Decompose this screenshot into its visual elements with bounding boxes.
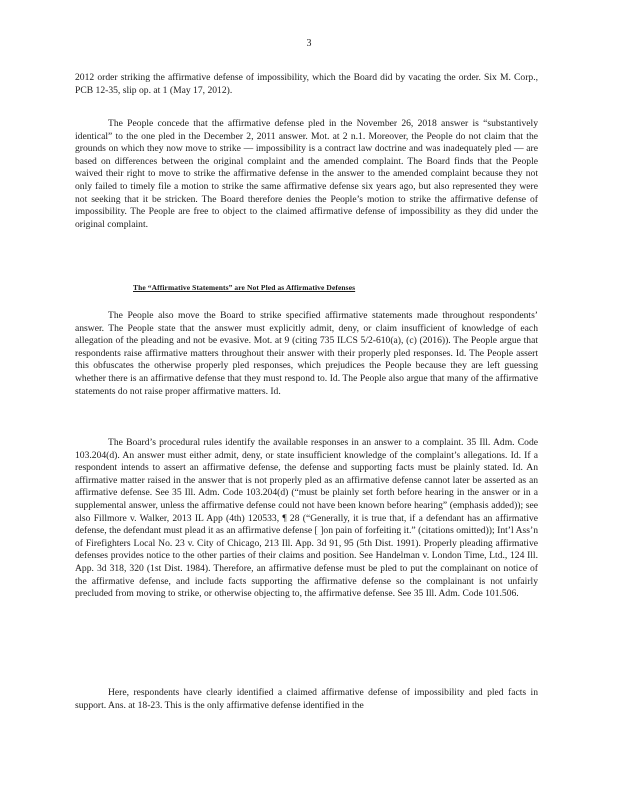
paragraph-procedural-rules: The Board’s procedural rules identify the available responses in an answer to a complaint. 35 Ill. Adm. Code 103.204(d). An answer must either admit, deny, or state insufficient knowledge of the complaint’s allegations. Id. If a respondent intends to assert an affirmative defense, the defense and supporting facts must be plainly stated. Id. An affirmative matter raised in the answer that is not properly pled as an affirmative defense cannot later be asserted as an affirmative defense. See 35 Ill. Adm. Code 103.204(d) (“must be plainly set forth before hearing in the answer or in a supplemental answer, unless the affirmative defense could not have been known before hearing” (emphasis added)); see also Fillmore v. Walker, 2013 IL App (4th) 120533, ¶ 28 (“Generally, it is true that, if a defendant has an affirmative defense, the defendant must plead it as an affirmative defense [ ]on pain of forfeiting it.” (citations omitted)); Int’l Ass’n of Firefighters Local No. 23 v. City of Chicago, 213 Ill. App. 3d 91, 95 (5th Dist. 1991). Properly pleading affirmative defenses provides notice to the other parties of their claims and position. See Handelman v. London Time, Ltd., 124 Ill. App. 3d 318, 320 (1st Dist. 1984). Therefore, an affirmative defense must be pled to put the complainant on notice of the affirmative defense, and include facts supporting the affirmative defense so the complainant is not unfairly precluded from moving to strike, or otherwise objecting to, the affirmative defense. See 35 Ill. Adm. Code 101.506. xyxy=(75,437,538,600)
section-heading: The “Affirmative Statements” are Not Pled as Affirmative Defenses xyxy=(133,283,356,292)
paragraph-waiver: The People concede that the affirmative defense pled in the November 26, 2018 answer is “substantively identical” to the one pled in the December 2, 2011 answer. Mot. at 2 n.1. Moreover, the People do not claim that the grounds on which they now move to strike — impossibility is a contract law doctrine and was inadequately pled — are based on differences between the original complaint and the amended complaint. The Board finds that the People waived their right to move to strike the affirmative defense in the answer to the amended complaint because they not only failed to timely file a motion to strike the same affirmative defense six years ago, but also represented they were not seeking that it be stricken. The Board therefore denies the People’s motion to strike the affirmative defense of impossibility. The People are free to object to the claimed affirmative defense of impossibility as they did under the original complaint. xyxy=(75,118,538,230)
paragraph-here: Here, respondents have clearly identified a claimed affirmative defense of impossibility and pled facts in support. Ans. at 18-23. This is the only affirmative defense identified in the xyxy=(75,687,538,711)
paragraph-continuation: 2012 order striking the affirmative defense of impossibility, which the Board did by vacating the order. Six M. Corp., PCB 12-35, slip op. at 1 (May 17, 2012). xyxy=(75,72,538,96)
page-number: 3 xyxy=(306,38,312,49)
paragraph-affirmative-statements: The People also move the Board to strike specified affirmative statements made throughout respondents’ answer. The People state that the answer must explicitly admit, deny, or claim insufficient of knowledge of each allegation of the pleading and not be evasive. Mot. at 9 (citing 735 ILCS 5/2-610(a), (c) (2016)). The People argue that respondents raise affirmative matters throughout their answer with their properly pled responses. Id. The People assert this obfuscates the otherwise properly pled responses, which prejudices the People because they are left guessing whether there is an affirmative defense that they must respond to. Id. The People also argue that many of the affirmative statements do not raise proper affirmative matters. Id. xyxy=(75,310,538,397)
